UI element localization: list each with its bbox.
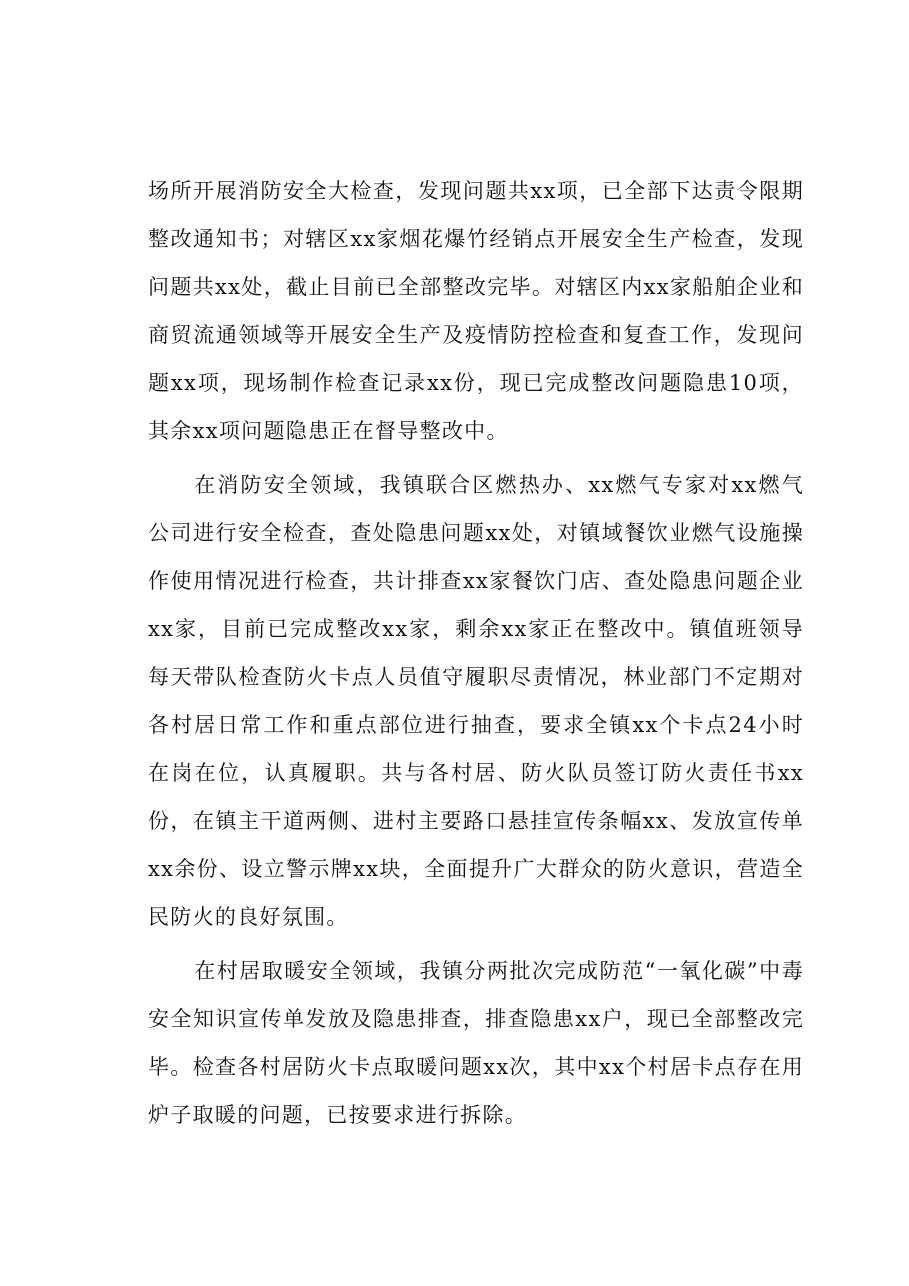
paragraph-heating-safety: 在村居取暖安全领域，我镇分两批次完成防范“一氧化碳”中毒安全知识宣传单发放及隐患排查，排查隐患xx户，现已全部整改完毕。检查各村居防火卡点取暖问题xx次，其中xx个村居卡点存在用炉子取暖的问题，已按要求进行拆除。 bbox=[148, 959, 804, 1127]
document-body bbox=[148, 167, 804, 1139]
paragraph-safety-inspection-continued: 场所开展消防安全大检查，发现问题共xx项，已全部下达责令限期整改通知书；对辖区xx家烟花爆竹经销点开展安全生产检查，发现问题共xx处，截止目前已全部整改完毕。对辖区内xx家船舶企业和商贸流通领域等开展安全生产及疫情防控检查和复查工作，发现问题xx项，现场制作检查记录xx份，现已完成整改问题隐患10项，其余xx项问题隐患正在督导整改中。 bbox=[148, 179, 804, 443]
paragraph-fire-safety: 在消防安全领域，我镇联合区燃热办、xx燃气专家对xx燃气公司进行安全检查，查处隐患问题xx处，对镇域餐饮业燃气设施操作使用情况进行检查，共计排查xx家餐饮门店、查处隐患问题企业xx家，目前已完成整改xx家，剩余xx家正在整改中。镇值班领导每天带队检查防火卡点人员值守履职尽责情况，林业部门不定期对各村居日常工作和重点部位进行抽查，要求全镇xx个卡点24小时在岗在位，认真履职。共与各村居、防火队员签订防火责任书xx份，在镇主干道两侧、进村主要路口悬挂宣传条幅xx、发放宣传单xx余份、设立警示牌xx块，全面提升广大群众的防火意识，营造全民防火的良好氛围。 bbox=[148, 473, 804, 929]
